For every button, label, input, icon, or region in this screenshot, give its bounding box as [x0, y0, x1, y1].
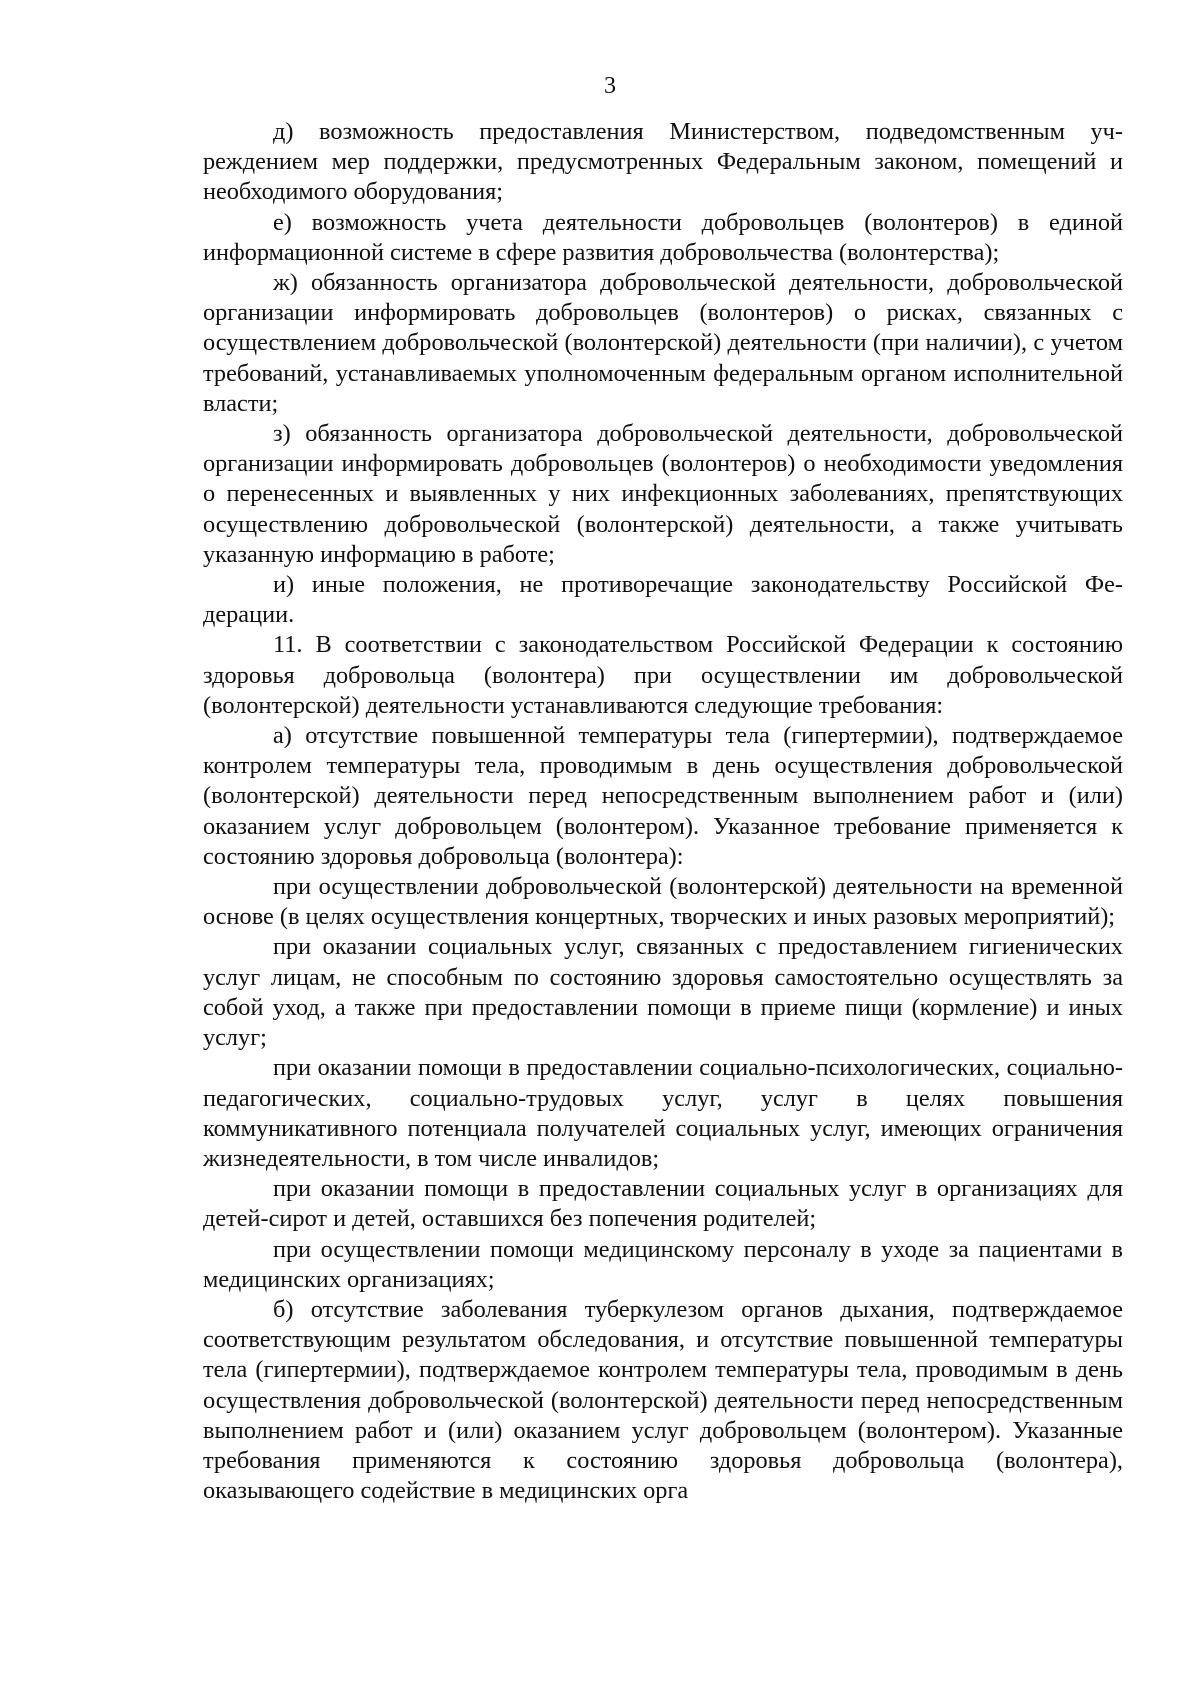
paragraph-social-psychological: при оказании помощи в предоставлении социально-психологических, социально-педагогических, социально-трудовых услуг, услуг в целях повышения коммуникативного потенциала получателей социальных услуг, имеющих ограничения жизнедеятельности, в том числе инвалидов;: [203, 1054, 1123, 1172]
paragraph-item-zh: ж) обязанность организатора добровольческой деятельности, добровольческой организации информировать добровольцев (волонтеров) о рисках, связанных с осуществлением добровольческой (волонтерской) деятельности (при наличии), с учетом требований, устанавливаемых уполномоченным федеральным органом исполнительной власти;: [203, 269, 1123, 417]
paragraph-item-z: з) обязанность организатора добровольческой деятельности, добровольческой организации информировать добровольцев (волонтеров) о необходимости уведомления о перенесенных и выявленных у них инфекционных заболеваниях, препятствующих осуществлению добровольческой (волонтерской) деятельности, а также учитывать указанную информацию в работе;: [203, 420, 1123, 568]
paragraph-item-e: е) возможность учета деятельности добровольцев (волонтеров) в единой информационной системе в сфере развития добровольчества (волонтерства);: [203, 208, 1123, 266]
paragraph-item-a: а) отсутствие повышенной температуры тела (гипертермии), подтверждаемое контролем температуры тела, проводимым в день осуществления добровольческой (волонтерской) деятельности перед непосредственным выполнением работ и (или) оказанием услуг добровольцем (волонтером). Указанное требование применяется к состоянию здоровья добровольца (волонтера):: [203, 722, 1123, 870]
paragraph-section-11: 11. В соответствии с законодательством Российской Федерации к состоянию здоровья добровольца (волонтера) при осуществлении им добровольческой (волонтерской) деятельности устанавливаются следующие требования:: [203, 631, 1123, 719]
paragraph-item-i: и) иные положения, не противоречащие законодательству Российской Федерации.: [203, 571, 1123, 629]
page-number: 3: [604, 73, 616, 99]
paragraph-item-b: б) отсутствие заболевания туберкулезом органов дыхания, подтверждаемое соответствующим результатом обследования, и отсутствие повышенной температуры тела (гипертермии), подтверждаемое контролем температуры тела, проводимым в день осуществления добровольческой (волонтерской) деятельности перед непосредственным выполнением работ и (или) оказанием услуг добровольцем (волонтером). Указанные требования применяются к состоянию здоровья добровольца (волонтера), оказывающего содействие в медицинских орга: [203, 1295, 1123, 1505]
paragraph-orphan-organizations: при оказании помощи в предоставлении социальных услуг в организациях для детей-сирот и детей, оставшихся без попечения родителей;: [203, 1175, 1123, 1233]
paragraph-temporary-basis: при осуществлении добровольческой (волонтерской) деятельности на временной основе (в целях осуществления концертных, творческих и иных разовых мероприятий);: [203, 873, 1123, 931]
paragraph-hygienic-services: при оказании социальных услуг, связанных с предоставлением гигиенических услуг лицам, не способным по состоянию здоровья самостоятельно осуществлять за собой уход, а также при предоставлении помощи в приеме пищи (кормление) и иных услуг;: [203, 933, 1123, 1052]
paragraph-medical-staff-help: при осуществлении помощи медицинскому персоналу в уходе за пациентами в медицинских организациях;: [203, 1235, 1123, 1293]
document-body: [203, 117, 1123, 1506]
paragraph-item-d: д) возможность предоставления Министерством, подведомственным учреждением мер поддержки, предусмотренных Федеральным законом, помещений и необходимого оборудования;: [203, 118, 1123, 206]
